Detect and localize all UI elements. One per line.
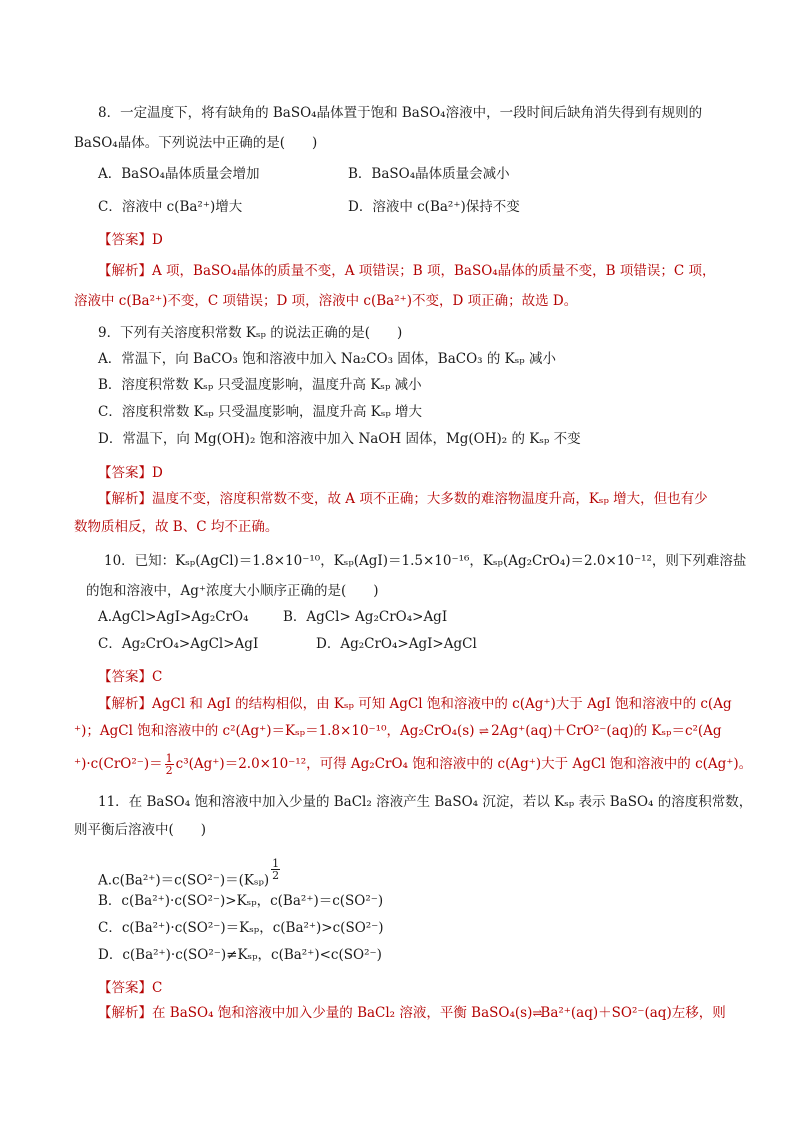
q10-analysis-line2-left: ⁺)；AgCl 饱和溶液中的 c²(Ag⁺)＝Kₛₚ＝1.8×10⁻¹⁰，Ag₂CrO₄(s) [74,723,475,739]
q10-stem-line1: 10．已知：Kₛₚ(AgCl)＝1.8×10⁻¹⁰，Kₛₚ(AgI)＝1.5×10⁻¹⁶，Kₛₚ(Ag₂CrO₄)＝2.0×10⁻¹²，则下列难溶盐 [104,553,747,569]
q11-option-c: C．c(Ba²⁺)·c(SO²⁻)＝Kₛₚ，c(Ba²⁺)>c(SO²⁻) [98,920,384,936]
q11-option-a: A.c(Ba²⁺)＝c(SO²⁻)＝(Kₛₚ) $\frac{1}{2}$ [98,857,280,889]
q10-analysis-line3 [74,753,752,776]
q8-stem-line2: BaSO₄晶体。下列说法中正确的是( ) [74,135,318,151]
q8-option-d: D．溶液中 c(Ba²⁺)保持不变 [348,199,520,215]
q8-stem-line1: 8．一定温度下，将有缺角的 BaSO₄晶体置于饱和 BaSO₄溶液中，一段时间后缺角消失得到有规则的 [98,105,703,121]
q9-stem: 9．下列有关溶度积常数 Kₛₚ 的说法正确的是( ) [98,325,403,341]
q10-analysis-line3-left: ⁺)·c(CrO²⁻)＝ [74,756,163,772]
q8-option-a: A．BaSO₄晶体质量会增加 [98,166,260,182]
q11-option-b: B．c(Ba²⁺)·c(SO²⁻)>Kₛₚ，c(Ba²⁺)＝c(SO²⁻) [98,893,384,909]
one-half-fraction: $\frac{1}{2}$ [165,752,173,777]
q9-option-b: B．溶度积常数 Kₛₚ 只受温度影响，温度升高 Kₛₚ 减小 [98,377,422,393]
q10-analysis-line1: 【解析】AgCl 和 AgI 的结构相似，由 Kₛₚ 可知 AgCl 饱和溶液中的 c(Ag⁺)大于 AgI 饱和溶液中的 c(Ag [98,696,732,712]
q9-option-c: C．溶度积常数 Kₛₚ 只受温度影响，温度升高 Kₛₚ 增大 [98,404,423,420]
q10-option-d: D．Ag₂CrO₄>AgI>AgCl [316,636,477,652]
q9-option-a: A．常温下，向 BaCO₃ 饱和溶液中加入 Na₂CO₃ 固体，BaCO₃ 的 Kₛₚ 减小 [98,351,556,367]
q8-analysis-line1: 【解析】A 项，BaSO₄晶体的质量不变，A 项错误；B 项，BaSO₄晶体的质量不变，B 项错误；C 项， [98,263,716,279]
q10-option-b: B．AgCl> Ag₂CrO₄>AgI [283,609,448,625]
reversible-arrow-icon: ⇌ [478,724,487,738]
q10-option-c: C．Ag₂CrO₄>AgCl>AgI [98,636,259,652]
q10-analysis-line2 [74,721,722,741]
one-half-exponent: $\frac{1}{2}$ [272,857,280,882]
q11-stem-line1: 11．在 BaSO₄ 饱和溶液中加入少量的 BaCl₂ 溶液产生 BaSO₄ 沉淀，若以 Kₛₚ 表示 BaSO₄ 的溶度积常数， [98,794,753,810]
q11-stem-line2: 则平衡后溶液中( ) [74,822,207,838]
q9-analysis-line2: 数物质相反，故 B、C 均不正确。 [74,519,279,535]
reversible-arrow-icon: ⇌ [532,1006,541,1020]
q8-analysis-line2: 溶液中 c(Ba²⁺)不变，C 项错误；D 项，溶液中 c(Ba²⁺)不变，D 项正确；故选 D。 [74,293,578,309]
q9-analysis-line1: 【解析】温度不变，溶度积常数不变，故 A 项不正确；大多数的难溶物温度升高，Kₛₚ 增大，但也有少 [98,491,708,507]
q11-option-d: D．c(Ba²⁺)·c(SO²⁻)≠Kₛₚ，c(Ba²⁺)<c(SO²⁻) [98,947,382,963]
q9-answer: 【答案】D [98,465,163,481]
q11-analysis-line1-left: 【解析】在 BaSO₄ 饱和溶液中加入少量的 BaCl₂ 溶液，平衡 BaSO₄(s) [98,1005,533,1021]
q8-answer: 【答案】D [98,232,163,248]
q9-option-d: D．常温下，向 Mg(OH)₂ 饱和溶液中加入 NaOH 固体，Mg(OH)₂ 的 Kₛₚ 不变 [98,431,581,447]
q8-option-c: C．溶液中 c(Ba²⁺)增大 [98,199,243,215]
q11-analysis-line1 [98,1003,726,1023]
q10-answer: 【答案】C [98,669,163,685]
q10-analysis-line2-right: 2Ag⁺(aq)＋CrO²⁻(aq)的 Kₛₚ＝c²(Ag [491,723,722,739]
q11-answer: 【答案】C [98,980,163,996]
q10-option-a: A.AgCl>AgI>Ag₂CrO₄ [98,609,249,625]
q10-analysis-line3-right: c³(Ag⁺)＝2.0×10⁻¹²，可得 Ag₂CrO₄ 饱和溶液中的 c(Ag⁺)大于 AgCl 饱和溶液中的 c(Ag⁺)。 [175,756,753,772]
q10-stem-line2: 的饱和溶液中，Ag⁺浓度大小顺序正确的是( ) [86,583,379,599]
q11-analysis-line1-right: Ba²⁺(aq)＋SO²⁻(aq)左移，则 [540,1005,726,1021]
q8-option-b: B．BaSO₄晶体质量会减小 [348,166,510,182]
